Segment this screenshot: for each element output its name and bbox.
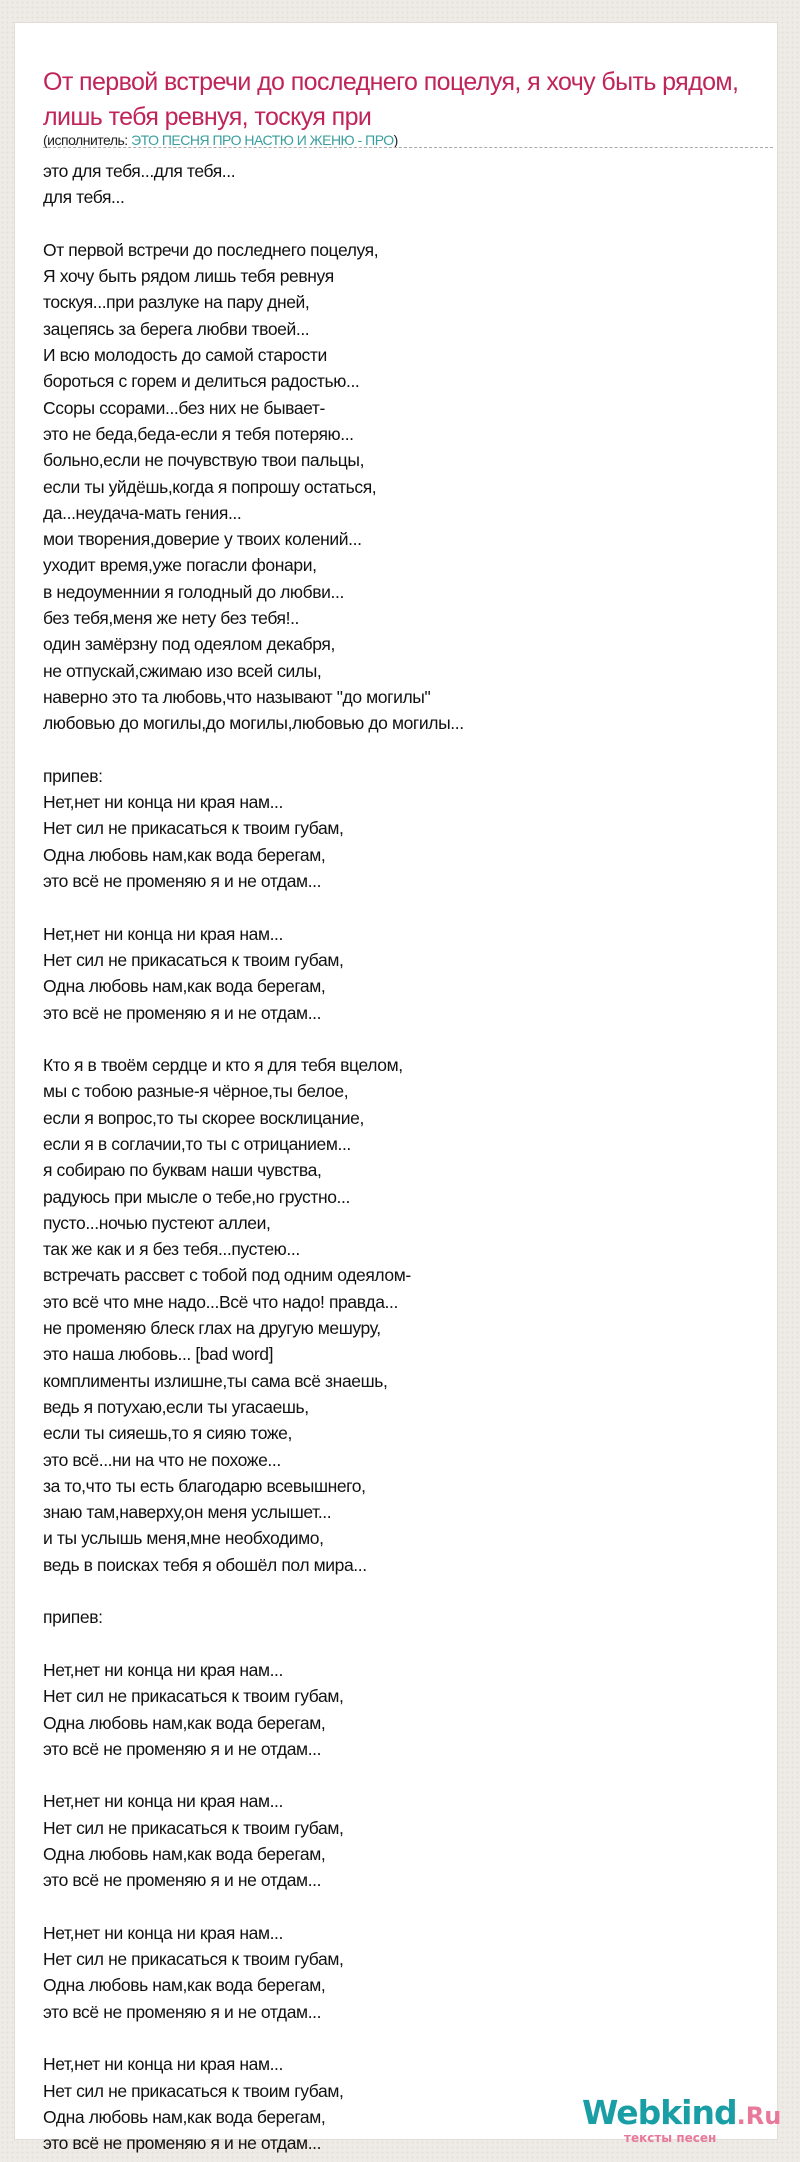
- lyric-line: если ты сияешь,то я сияю тоже,: [43, 1423, 292, 1444]
- lyric-line: один замёрзну под одеялом декабря,: [43, 634, 335, 655]
- lyric-line: тоскуя...при разлуке на пару дней,: [43, 292, 310, 313]
- song-title: От первой встречи до последнего поцелуя, я хочу быть рядом, лишь тебя ревнуя, тоскуя при: [43, 68, 739, 131]
- lyric-line: мы с тобою разные-я чёрное,ты белое,: [43, 1081, 349, 1102]
- lyric-line: бороться с горем и делиться радостью...: [43, 371, 360, 392]
- lyric-line: это всё не променяю я и не отдам...: [43, 871, 322, 892]
- lyric-line: это не беда,беда-если я тебя потеряю...: [43, 423, 354, 444]
- lyric-line: Одна любовь нам,как вода берегам,: [43, 976, 326, 997]
- lyric-line: любовью до могилы,до могилы,любовью до могилы...: [43, 713, 464, 734]
- lyric-line: в недоуменнии я голодный до любви...: [43, 581, 344, 602]
- lyric-line: так же как и я без тебя...пустею...: [43, 1239, 300, 1260]
- lyric-line: Нет сил не прикасаться к твоим губам,: [43, 949, 344, 970]
- lyric-line: Одна любовь нам,как вода берегам,: [43, 1844, 326, 1864]
- lyric-line: ведь в поисках тебя я обошёл пол мира...: [43, 1554, 367, 1575]
- lyric-line: припев:: [43, 1607, 103, 1628]
- lyric-line: это всё что мне надо...Всё что надо! правда...: [43, 1291, 398, 1312]
- lyric-line: Нет,нет ни конца ни края нам...: [43, 792, 283, 813]
- lyric-line: Я хочу быть рядом лишь тебя ревнуя: [43, 266, 334, 287]
- lyric-line: встречать рассвет с тобой под одним одеялом-: [43, 1265, 411, 1286]
- lyric-line: знаю там,наверху,он меня услышет...: [43, 1502, 332, 1523]
- lyric-line: мои творения,доверие у твоих колений...: [43, 529, 362, 550]
- lyric-line: я собираю по буквам наши чувства,: [43, 1160, 322, 1181]
- logo-tld: .Ru: [736, 2102, 782, 2130]
- logo-name: Webkind: [582, 2093, 737, 2132]
- lyric-line: Нет сил не прикасаться к твоим губам,: [43, 818, 344, 839]
- lyric-line: это всё не променяю я и не отдам...: [43, 2001, 322, 2022]
- blank-line: [43, 1578, 464, 1604]
- lyric-line: Нет,нет ни конца ни края нам...: [43, 1922, 283, 1943]
- lyric-line: за то,что ты есть благодарю всевышнего,: [43, 1475, 366, 1496]
- lyric-line: Одна любовь нам,как вода берегам,: [43, 1975, 326, 1996]
- blank-line: [43, 1894, 464, 1920]
- lyric-line: Одна любовь нам,как вода берегам,: [43, 1712, 326, 1733]
- blank-line: [43, 737, 464, 763]
- lyric-line: Одна любовь нам,как вода берегам,: [43, 2106, 326, 2127]
- lyric-line: И всю молодость до самой старости: [43, 345, 327, 366]
- lyric-line: Нет,нет ни конца ни края нам...: [43, 2054, 283, 2075]
- lyric-line: да...неудача-мать гения...: [43, 502, 242, 523]
- lyric-line: От первой встречи до последнего поцелуя,: [43, 239, 379, 260]
- lyric-line: радуюсь при мысле о тебе,но грустно...: [43, 1186, 350, 1207]
- lyric-line: это всё не променяю я и не отдам...: [43, 1738, 322, 1759]
- lyric-line: уходит время,уже погасли фонари,: [43, 555, 317, 576]
- blank-line: [43, 211, 464, 237]
- artist-prefix: (исполнитель:: [43, 132, 132, 148]
- lyric-line: это всё не променяю я и не отдам...: [43, 1870, 322, 1891]
- lyric-line: пусто...ночью пустеют аллеи,: [43, 1212, 271, 1233]
- lyric-line: припев:: [43, 765, 103, 786]
- lyric-line: наверно это та любовь,что называют "до могилы": [43, 686, 431, 707]
- lyric-line: Нет,нет ни конца ни края нам...: [43, 1659, 283, 1680]
- lyric-line: это всё...ни на что не похоже...: [43, 1449, 281, 1470]
- artist-line: [43, 132, 398, 148]
- artist-suffix: ): [393, 132, 398, 148]
- lyric-line: зацепясь за берега любви твоей...: [43, 318, 310, 339]
- lyric-line: Нет,нет ни конца ни края нам...: [43, 1791, 283, 1812]
- lyric-line: и ты услышь меня,мне необходимо,: [43, 1528, 324, 1549]
- lyric-line: это наша любовь... [bad word]: [43, 1344, 274, 1365]
- lyric-line: Нет сил не прикасаться к твоим губам,: [43, 1686, 344, 1707]
- lyric-line: Ссоры ссорами...без них не бывает-: [43, 397, 325, 418]
- blank-line: [43, 1631, 464, 1657]
- lyric-line: Нет сил не прикасаться к твоим губам,: [43, 1949, 344, 1970]
- lyric-line: если ты уйдёшь,когда я попрошу остаться,: [43, 476, 377, 497]
- lyric-line: не отпускай,сжимаю изо всей силы,: [43, 660, 322, 681]
- blank-line: [43, 894, 464, 920]
- lyrics-card: [14, 22, 778, 2154]
- lyric-line: если я вопрос,то ты скорее восклицание,: [43, 1107, 364, 1128]
- lyric-line: больно,если не почувствую твои пальцы,: [43, 450, 365, 471]
- logo-tagline: тексты песен: [624, 2131, 717, 2145]
- blank-line: [43, 2025, 464, 2051]
- lyric-line: Кто я в твоём сердце и кто я для тебя вцелом,: [43, 1055, 403, 1076]
- lyric-line: если я в соглачии,то ты с отрицанием...: [43, 1133, 351, 1154]
- lyric-line: Нет сил не прикасаться к твоим губам,: [43, 1817, 344, 1838]
- lyric-line: Нет,нет ни конца ни края нам...: [43, 923, 283, 944]
- lyric-line: это всё не променяю я и не отдам...: [43, 1002, 322, 1023]
- blank-line: [43, 1762, 464, 1788]
- lyric-line: Одна любовь нам,как вода берегам,: [43, 844, 326, 865]
- lyric-line: без тебя,меня же нету без тебя!..: [43, 608, 300, 629]
- blank-line: [43, 1026, 464, 1052]
- webkind-logo[interactable]: [582, 2093, 782, 2145]
- lyric-line: для тебя...: [43, 187, 125, 208]
- artist-link[interactable]: ЭТО ПЕСНЯ ПРО НАСТЮ И ЖЕНЮ - ПРО: [131, 132, 394, 148]
- lyric-line: это для тебя...для тебя...: [43, 161, 236, 181]
- lyric-line: Нет сил не прикасаться к твоим губам,: [43, 2080, 344, 2101]
- lyric-line: это всё не променяю я и не отдам...: [43, 2133, 322, 2154]
- lyrics-text: [43, 158, 464, 2157]
- lyric-line: не променяю блеск глах на другую мешуру,: [43, 1318, 381, 1339]
- divider: [43, 147, 773, 148]
- lyric-line: ведь я потухаю,если ты угасаешь,: [43, 1396, 309, 1417]
- lyric-line: комплименты излишне,ты сама всё знаешь,: [43, 1370, 388, 1391]
